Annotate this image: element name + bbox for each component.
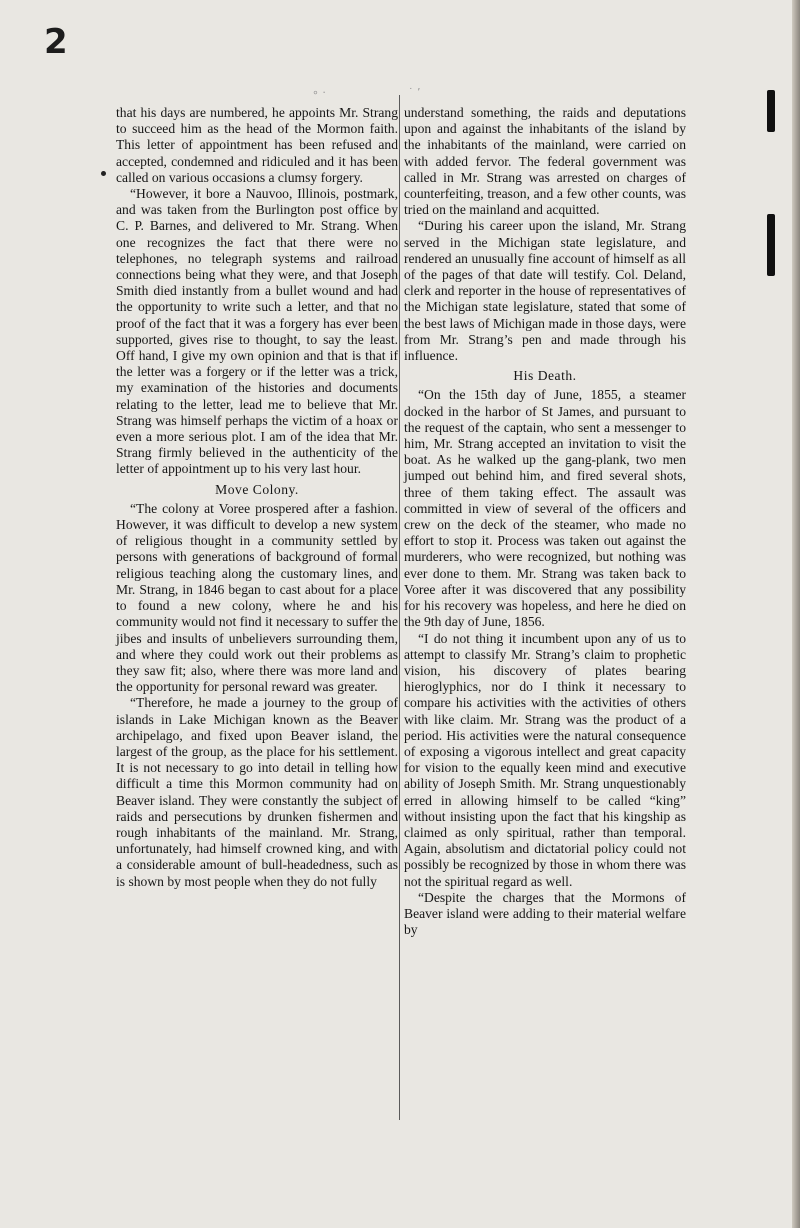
paragraph: “Therefore, he made a journey to the group of islands in Lake Michigan known as the Beaver archipelago, and fixed upon Beaver island, the largest of the group, as the place for his settlement. It is not necessary to go into detail in telling how difficult a time this Mormon community had on Beaver island. They were constantly the subject of raids and persecutions by drunken fishermen and rough inhabitants of the mainland. Mr. Strang, unfortunately, had himself crowned king, and with a considerable amount of bull-headedness, such as is shown by most people when they do not fully	[116, 695, 398, 889]
margin-ink-mark	[767, 90, 775, 132]
smudge-mark: ∘ ·	[312, 86, 326, 99]
column-divider	[399, 95, 400, 1120]
paragraph: “On the 15th day of June, 1855, a steamer docked in the harbor of St James, and pursuant to the request of the captain, who sent a messenger to him, Mr. Strang accepted an invitation to visit the boat. As he walked up the gang-plank, two men jumped out behind him, and fired several shots, three of them taking effect. The assault was committed in view of several of the officers and crew on the deck of the steamer, who made no effort to stop it. Process was taken out against the murderers, who were recognized, but nothing was ever done to them. Mr. Strang was taken back to Voree after it was discovered that any possibility for his recovery was hopeless, and here he died on the 9th day of June, 1856.	[404, 387, 686, 630]
page-edge-shadow	[792, 0, 800, 1228]
margin-dot	[101, 171, 106, 176]
left-column	[116, 105, 398, 890]
paragraph: that his days are numbered, he appoints Mr. Strang to succeed him as the head of the Mormon faith. This letter of appointment has been refused and accepted, condemned and ridiculed and it has been called on various occasions a clumsy forgery.	[116, 105, 398, 185]
paragraph: “However, it bore a Nauvoo, Illinois, postmark, and was taken from the Burlington post office by C. P. Barnes, and delivered to Mr. Strang. When one recognizes the fact that there were no telephones, no telegraph systems and railroad connections being what they were, and that Joseph Smith died instantly from a bullet wound and had the opportunity to write such a letter, and that no proof of the fact that it was a forgery has ever been supported, gives rise to thought, to say the least. Off hand, I give my own opinion and that is that if the letter was a forgery or if the letter was a trick, my examination of the histories and documents relating to the letter, lead me to believe that Mr. Strang was himself perhaps the victim of a hoax or even a more serious plot. I am of the idea that Mr. Strang firmly believed in the authenticity of the letter of appointment up to his very last hour.	[116, 186, 398, 477]
paragraph: “During his career upon the island, Mr. Strang served in the Michigan state legislature, and rendered an unusually fine account of himself as all of the pages of that date will testify. Col. Deland, clerk and reporter in the house of representatives of the Michigan state legislature, stated that some of the best laws of Michigan made in those days, were from Mr. Strang’s pen and made through his influence.	[404, 218, 686, 364]
paragraph: understand something, the raids and deputations upon and against the inhabitants of the island by the inhabitants of the mainland, were carried on with added fervor. The federal government was called in Mr. Strang was arrested on charges of counterfeiting, treason, and a few other counts, was tried on the mainland and acquitted.	[404, 105, 686, 218]
smudge-mark: ˙ ʼ	[408, 86, 421, 99]
right-column	[404, 105, 686, 938]
page-number: 2	[44, 22, 68, 62]
paragraph: “I do not thing it incumbent upon any of us to attempt to classify Mr. Strang’s claim to prophetic vision, his discovery of plates bearing hieroglyphics, nor do I think it necessary to compare his activities with the activities of others with like claim. Mr. Strang was the product of a period. His activities were the natural consequence of exposing a vigorous intellect and great capacity for vision to the equally keen mind and executive ability of Joseph Smith. Mr. Strang unquestionably erred in allowing himself to be called “king” without insisting upon the fact that his kingship as claimed as only spiritual, rather than temporal. Again, absolutism and dictatorial policy could not possibly be recognized by those in whom there was not the spiritual regard as well.	[404, 630, 686, 889]
section-heading: Move Colony.	[215, 481, 299, 497]
section-heading: His Death.	[513, 368, 577, 384]
margin-ink-mark	[767, 214, 775, 276]
paragraph: “The colony at Voree prospered after a fashion. However, it was difficult to develop a new system of religious thought in a community settled by persons with generations of background of formal religious teaching along the customary lines, and Mr. Strang, in 1846 began to cast about for a place to found a new colony, where he and his community would not find it necessary to suffer the jibes and insults of unbelievers surrounding them, and where they could work out their problems as they saw fit; also, where there was more land and the opportunity for personal reward was greater.	[116, 500, 398, 695]
paragraph: “Despite the charges that the Mormons of Beaver island were adding to their material welfare by	[404, 889, 686, 938]
